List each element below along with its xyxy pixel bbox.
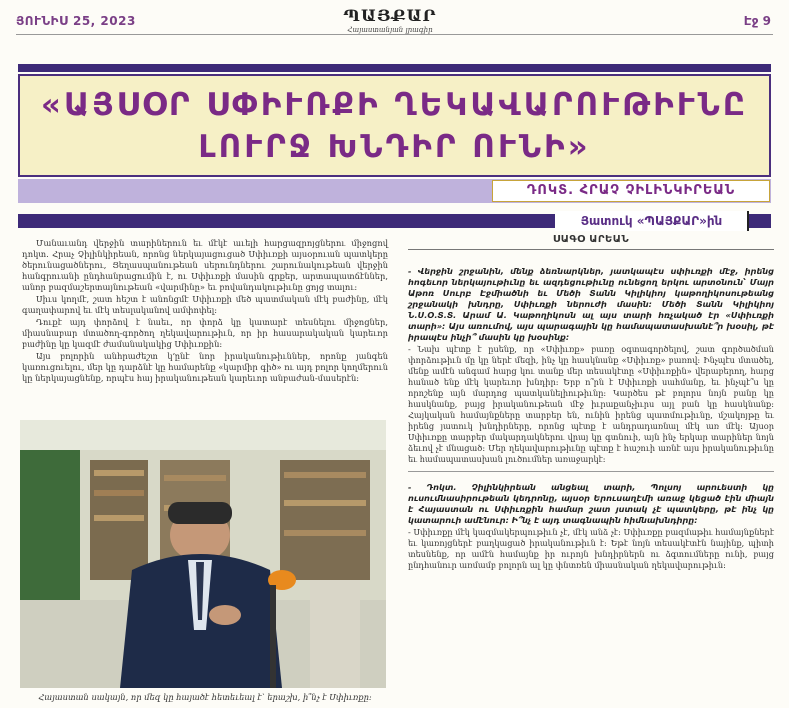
special-label-cursor [747, 211, 749, 231]
header-rule [16, 34, 773, 35]
masthead-subtitle: Հայաստանյան լրագիր [347, 26, 433, 34]
speaker-photo-illustration [20, 420, 386, 688]
speaker-photo [20, 420, 386, 688]
left-column [22, 238, 388, 385]
qa-separator [408, 471, 774, 472]
special-label: Յատուկ «ՊԱՅՔԱՐ»ին [555, 211, 748, 231]
headline-box [18, 74, 771, 177]
kicker-rule [408, 249, 774, 250]
masthead-name: ՊԱՅՔԱՐ [343, 6, 437, 25]
interviewer-name: ՍԱԳՕ ԱՐԵԱՆ [552, 234, 630, 245]
answer-2: - Սփիւռքը մէկ կազմակերպութիւն չէ, մէկ անձ չէ: Սփիւռքը բազմաթիւ համայնքներէ եւ կառոյցներէ բաղկացած իրականութիւն է: Եթէ նոյն տեսակէտէն նայինք, պիտի տեսնենք, որ ամէն համայնք իր ուրոյն խնդիրներն ու ձգտումները ունի, բայց ընդհանուր առմամբ բոլորն ալ կը փնտռեն միասնական ղեկավարութիւն: [408, 527, 774, 570]
masthead-logo [340, 6, 440, 34]
question-2: - Դոկտ. Չիլինկիրեան անցեալ տարի, Պոլսոյ արուեստի կը ուսումնասիրութեան կեդրոնը, այսօր Երուսաղէմի առաջ կեցած էին միայն է Հայաստան ու Սփիւռքին համար շատ յստակ չէ պատկերը, թէ ինչ կը կատարուի ամէնուր: Ի՞նչ է այդ տագնապին հիմնախնդիրը: [408, 482, 774, 525]
title-top-bar [18, 64, 771, 72]
left-paragraph: Դուքէ այդ փորձով է նաեւ, որ փորձ կը կատարէ տեսնելու միջոցներ, միասնաբար մտածող-գործող ղեկավարութիւն, որ իր հասարակական կարեւոր բաժինը կը կազմէ ժամանակակից Սփիւռքին: [22, 317, 388, 349]
left-paragraph: Այս բոլորին անհրաժեշտ կ՚ընէ նոր իրականութիւններ, որոնք յանգեն կառուցուելու, մեր կը դարձնէ կը համարենք «կարմիր գիծ» ու այդ բոլոր կողմերուն կը ներկայացնենք, որպէս հայ իրականութեան կարեւոր անբաժան-մասերէն: [22, 351, 388, 383]
headline-line-2: ԼՈՒՐՋ ԽՆԴԻՐ ՈՒՆԻ» [198, 128, 591, 165]
page-number: Էջ 9 [743, 14, 771, 28]
photo-caption: Հայաստան սակայն, որ մեզ կը հայածէ հետեւեալ է՝ երաշխ, ի՞նչ է Սփիւռքը: [38, 692, 372, 702]
issue-date: ՅՈՒՆԻՍ 25, 2023 [16, 14, 136, 28]
author-byline: ԴՈԿՏ. ՀՐԱՉ ՉԻԼԻՆԿԻՐԵԱՆ [492, 180, 770, 202]
right-column [408, 234, 774, 577]
left-paragraph: Սիւս կողմէ, շատ հեշտ է անոնցմէ Սփիւռքի մեծ պատմական մէկ բաժինը, մէկ գաղափարով եւ մէկ տեսլականով ամփոփել: [22, 294, 388, 315]
headline-line-1: «ԱՅՍՕՐ ՍՓԻՒՌՔԻ ՂԵԿԱՎԱՐՈՒԹԻՒՆԸ [40, 86, 749, 123]
answer-1: - Նախ պէտք է ըսենք, որ «Սփիւռք» բառը օգտագործելով, շատ գործածման փորձութիւն մը կը ներէ մեզի, ինչ կը հասկնանք «Սփիւռք» բառով: Ինչպէս մտածել, մենք ամէն անգամ հարց կու տանք մեր տեսակէտը «Սփիւռքին» վերաբերող, հարց հանած ենք մէկ կարեւոր խնդիր: Երբ ո՞րն է Սփիւռքի սահմանը, եւ ինչպէ՞ս կը որոշենք այն մարդոց պատկանելիութիւնը: Կարծես թէ բոլորս նոյն բանը կը հասկնանք, բայց իրականութեան մէջ իւրաքանչիւրս այլ բան կը հասկնանք: Հայկական համայնքները տարբեր են, ունին իրենց պատմութիւնը, մշակոյթը եւ իրենց յատուկ խնդիրները, որոնց պէտք է անդրադառնալ մէկ առ մէկ: Այսօր Սփիւռքը տարբեր մակարդակներու վրայ կը գտնուի, այն ինչ երկար տարիներ նոյն ձեւով չէ մնացած: Մեր ղեկավարութիւնը պէտք է հաշուի առնէ այս իրականութիւնը եւ համապատասխան լուծումներ առաջարկէ: [408, 344, 774, 464]
question-1: - Վերջին շրջանին, մենք ձեռնարկներ, յատկապէս սփիւռքի մէջ, իրենց հոգեւոր ներկայութիւնը եւ ազդեցութիւնը ունեցող երկու արտօնուն՝ Մայր Աթոռ Սուրբ Էջմիածնի եւ Մեծի Տանն Կիլիկիոյ կաթողիկոսութեանց շրջանակի խնդրը, Սփիւռքի ներուժի մասին: Մեծի Տանն Կիլիկիոյ Ն.Ս.Օ.Տ.Տ. Արամ Ա. Կաթողիկոսն ալ այս տարի հռչակած էր «Սփիւռքի տարի»: Այս առումով, այս պարագային կը համապատասխանէ՞ր խօսիլ, թէ իրապէս ինչի՞ մասին կը խօսինք: [408, 266, 774, 342]
left-paragraph: Մանաւանդ վերջին տարիներուն եւ մէկէ աւելի հարցազրոյցներու միջոցով դոկտ. Հրաչ Չիլինկիրեան, որոնց ներկայացուցած Սփիւռքի այսօրուան պատկերը ծերունացածներու, Ցեղասպանութեան սերունդներու շարունակութեան վերջին հանգրուանի ընդհանրացումին է, ու Սփիւռքի մասին գրքեր, արտապատճէններ, անոր բազմաշերտայնութեան «վարմինը» եւ բովանդակութիւնը ցոյց տալու: [22, 238, 388, 292]
